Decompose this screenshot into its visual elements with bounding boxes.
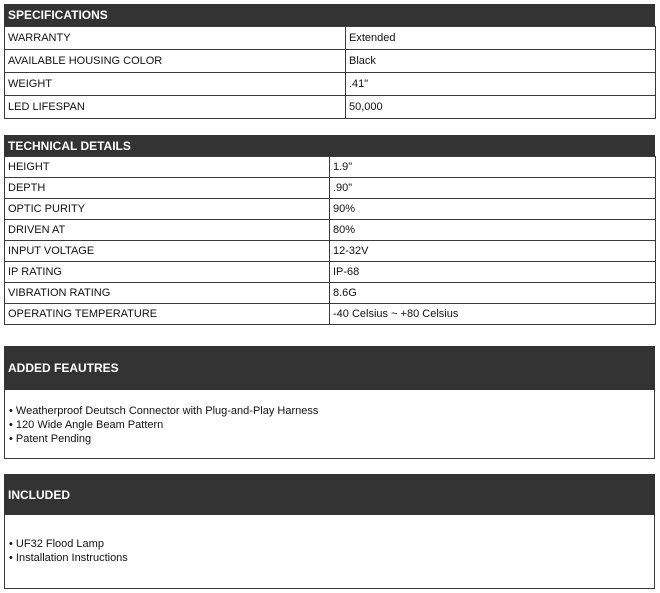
list-item: • Patent Pending (9, 433, 92, 445)
included-header (4, 474, 655, 515)
spec-label: INPUT VOLTAGE (5, 241, 330, 262)
list-item: • Installation Instructions (9, 552, 128, 564)
spec-label: IP RATING (5, 262, 330, 283)
spec-label: LED LIFESPAN (5, 96, 346, 119)
list-item: • UF32 Flood Lamp (9, 538, 104, 550)
spec-value: Extended (346, 27, 656, 50)
table-row (5, 96, 656, 119)
table-row (5, 27, 656, 50)
technical-details-header (4, 135, 655, 156)
spec-label: VIBRATION RATING (5, 283, 330, 304)
spec-label: DRIVEN AT (5, 220, 330, 241)
added-features-title: ADDED FEAUTRES (8, 361, 119, 375)
spec-label: AVAILABLE HOUSING COLOR (5, 50, 346, 73)
specifications-table (4, 26, 656, 119)
included-title: INCLUDED (8, 487, 70, 502)
included-list (4, 515, 655, 589)
list-item: • 120 Wide Angle Beam Pattern (9, 419, 164, 431)
included-section (4, 474, 655, 589)
technical-details-table (4, 156, 656, 325)
spec-value: 1.9" (330, 157, 656, 178)
table-row (5, 304, 656, 325)
list-item: • Weatherproof Deutsch Connector with Plug-and-Play Harness (9, 405, 319, 417)
added-features-header (4, 346, 655, 390)
table-row (5, 199, 656, 220)
spec-label: OPTIC PURITY (5, 199, 330, 220)
technical-details-title: TECHNICAL DETAILS (8, 138, 131, 153)
table-row (5, 73, 656, 96)
added-features-section (4, 346, 655, 459)
spec-value: 90% (330, 199, 656, 220)
spec-value: 12-32V (330, 241, 656, 262)
table-row (5, 262, 656, 283)
spec-label: DEPTH (5, 178, 330, 199)
spec-value: Black (346, 50, 656, 73)
spec-value: 50,000 (346, 96, 656, 119)
specifications-header (4, 4, 655, 26)
technical-details-section (4, 135, 655, 325)
specifications-section (4, 4, 655, 119)
specifications-title: SPECIFICATIONS (8, 8, 108, 22)
spec-value: .90" (330, 178, 656, 199)
spec-value: IP-68 (330, 262, 656, 283)
table-row (5, 241, 656, 262)
spec-value: 8.6G (330, 283, 656, 304)
spec-value: .41" (346, 73, 656, 96)
spec-label: WARRANTY (5, 27, 346, 50)
spec-value: 80% (330, 220, 656, 241)
table-row (5, 178, 656, 199)
spec-label: WEIGHT (5, 73, 346, 96)
table-row (5, 283, 656, 304)
table-row (5, 50, 656, 73)
table-row (5, 157, 656, 178)
table-row (5, 220, 656, 241)
spec-label: HEIGHT (5, 157, 330, 178)
added-features-list (4, 390, 655, 459)
spec-value: -40 Celsius ~ +80 Celsius (330, 304, 656, 325)
spec-label: OPERATING TEMPERATURE (5, 304, 330, 325)
